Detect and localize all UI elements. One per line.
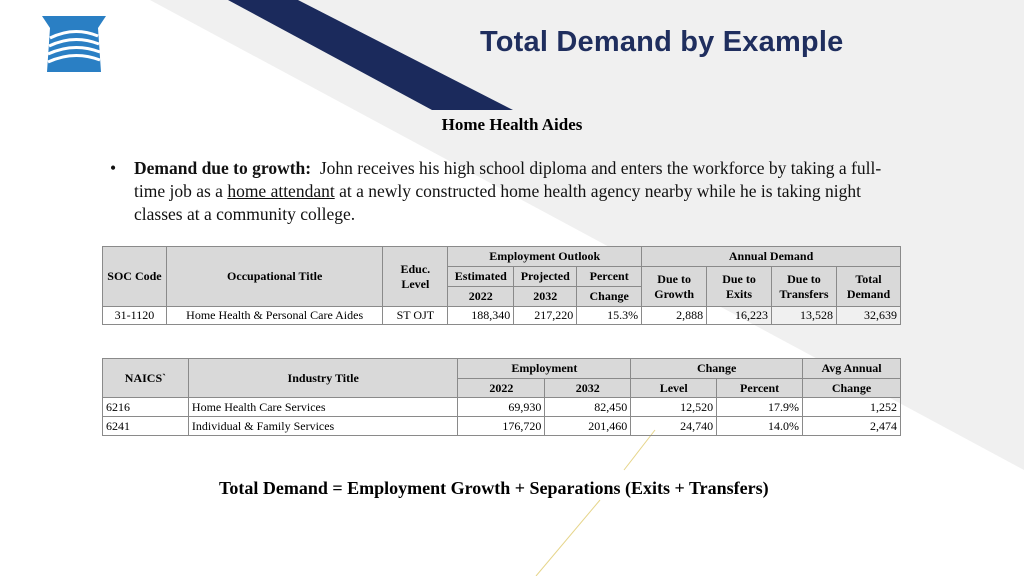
cell-transfers: 13,528	[772, 307, 837, 325]
gold-accent-line-bottom	[536, 500, 600, 576]
header-estimated: Estimated	[448, 267, 514, 287]
cell-total: 32,639	[836, 307, 900, 325]
header-soc-code: SOC Code	[103, 247, 167, 307]
header-avg-annual: Avg Annual	[803, 359, 901, 379]
header-employment-outlook: Employment Outlook	[448, 247, 642, 267]
header-employment: Employment	[458, 359, 631, 379]
cell-industry-title: Home Health Care Services	[188, 398, 458, 417]
header-percent: Percent	[577, 267, 642, 287]
subtitle	[0, 115, 1024, 135]
header-due-growth: Due to Growth	[642, 267, 707, 307]
cell-soc: 31-1120	[103, 307, 167, 325]
cell-avg-change: 1,252	[803, 398, 901, 417]
header-due-exits: Due to Exits	[707, 267, 772, 307]
bullet-paragraph	[110, 157, 910, 226]
header-change: Change	[631, 359, 803, 379]
header-percent: Percent	[717, 379, 803, 398]
page-title: Total Demand by Example	[480, 26, 844, 58]
header-educ-level: Educ. Level	[383, 247, 448, 307]
total-demand-formula: Total Demand = Employment Growth + Separations (Exits + Transfers)	[219, 478, 769, 498]
cell-naics: 6241	[103, 417, 189, 436]
cell-estimated: 188,340	[448, 307, 514, 325]
bullet-dot-icon: •	[110, 158, 117, 178]
header-occupational-title: Occupational Title	[166, 247, 383, 307]
header-avg-change: Change	[803, 379, 901, 398]
home-attendant-link[interactable]: home attendant	[227, 181, 335, 201]
cell-emp-2032: 201,460	[545, 417, 631, 436]
header-year-2032: 2032	[545, 379, 631, 398]
header-total-demand: Total Demand	[836, 267, 900, 307]
cell-naics: 6216	[103, 398, 189, 417]
cell-percent-change: 15.3%	[577, 307, 642, 325]
header-industry-title: Industry Title	[188, 359, 458, 398]
cell-emp-2022: 69,930	[458, 398, 545, 417]
bullet-body-end: at a newly constructed home health agency nearby while he is taking night classes at a community college.	[134, 181, 862, 224]
cell-exits: 16,223	[707, 307, 772, 325]
cell-growth: 2,888	[642, 307, 707, 325]
cell-avg-change: 2,474	[803, 417, 901, 436]
header-level: Level	[631, 379, 717, 398]
cell-percent: 14.0%	[717, 417, 803, 436]
bullet-body-start: John receives his high school diploma and enters the workforce by taking a full-time job as a	[134, 158, 882, 201]
cell-industry-title: Individual & Family Services	[188, 417, 458, 436]
header-due-transfers: Due to Transfers	[772, 267, 837, 307]
header-change: Change	[577, 287, 642, 307]
cell-level: 12,520	[631, 398, 717, 417]
cell-educ: ST OJT	[383, 307, 448, 325]
cell-level: 24,740	[631, 417, 717, 436]
industry-table	[102, 358, 901, 436]
table-row	[103, 307, 901, 325]
bullet-text	[110, 157, 910, 226]
cell-emp-2032: 82,450	[545, 398, 631, 417]
bullet-lead: Demand due to growth:	[134, 158, 312, 178]
header-naics: NAICS`	[103, 359, 189, 398]
gold-accent-line-top	[624, 430, 655, 470]
header-annual-demand: Annual Demand	[642, 247, 901, 267]
subtitle-text: Home Health Aides	[441, 115, 583, 134]
cell-percent: 17.9%	[717, 398, 803, 417]
cell-emp-2022: 176,720	[458, 417, 545, 436]
cell-projected: 217,220	[514, 307, 577, 325]
table-row	[103, 398, 901, 417]
header-projected: Projected	[514, 267, 577, 287]
cell-title: Home Health & Personal Care Aides	[166, 307, 383, 325]
table-row	[103, 417, 901, 436]
header-projected-year: 2032	[514, 287, 577, 307]
keystone-logo-icon	[38, 14, 110, 74]
occupation-table	[102, 246, 901, 325]
header-estimated-year: 2022	[448, 287, 514, 307]
header-year-2022: 2022	[458, 379, 545, 398]
